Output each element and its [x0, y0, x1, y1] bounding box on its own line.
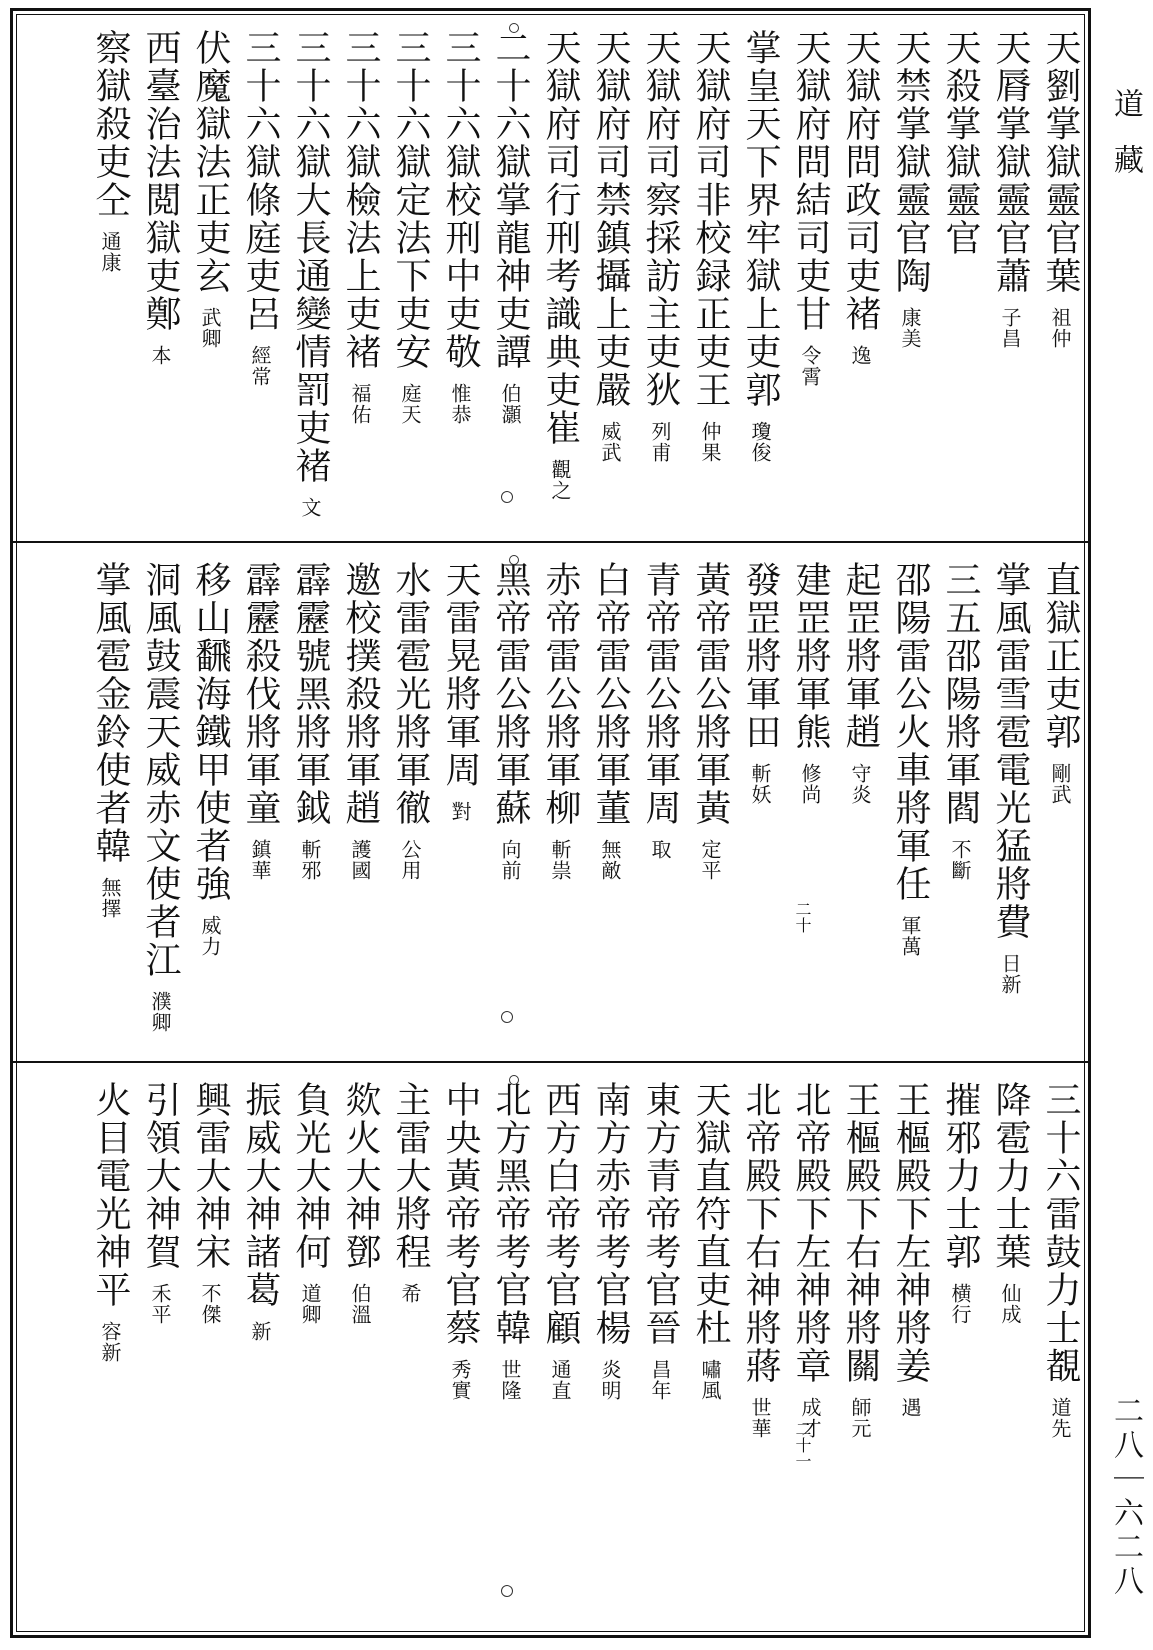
column-annotation: 列甫	[648, 421, 672, 463]
column-annotation: 武卿	[198, 307, 222, 349]
column-annotation: 令霄	[798, 345, 822, 387]
column-main-text: 北帝殿下左神將章	[790, 1081, 831, 1385]
text-column	[178, 29, 231, 531]
column-main-text: 白帝雷公將軍董	[590, 561, 631, 827]
column-annotation: 通康	[98, 231, 122, 273]
text-column	[1028, 1081, 1081, 1625]
binding-hole-mark	[509, 1075, 519, 1085]
folio-number: 二十一	[793, 1421, 812, 1469]
column-main-text: 引領大神賀	[140, 1081, 181, 1271]
text-column	[428, 1081, 481, 1625]
binding-hole-mark	[509, 555, 519, 565]
column-annotation: 惟恭	[448, 383, 472, 425]
column-annotation: 文	[298, 497, 322, 518]
column-main-text: 三十六雷鼓力士覩	[1040, 1081, 1081, 1385]
folio-number: 二十	[793, 901, 812, 933]
column-annotation: 道先	[1048, 1397, 1072, 1439]
column-main-text: 三十六獄大長通變情罰吏褚	[290, 29, 331, 485]
text-column	[578, 1081, 631, 1625]
column-main-text: 三十六獄定法下吏安	[390, 29, 431, 371]
text-column	[928, 1081, 981, 1625]
text-column	[828, 1081, 881, 1625]
column-annotation: 福佑	[348, 383, 372, 425]
column-annotation: 無擇	[98, 877, 122, 919]
column-main-text: 主雷大將程	[390, 1081, 431, 1271]
column-annotation: 不斷	[948, 839, 972, 881]
column-annotation: 濮卿	[148, 991, 172, 1033]
text-column	[178, 561, 231, 1051]
text-column	[828, 29, 881, 531]
text-column	[778, 561, 831, 1051]
column-annotation: 新	[248, 1321, 272, 1342]
column-main-text: 天獄府司非校録正吏王	[690, 29, 731, 409]
column-main-text: 天獄府問政司吏褚	[840, 29, 881, 333]
column-main-text: 掌風雷雪雹電光猛將費	[990, 561, 1031, 941]
column-main-text: 負光大神何	[290, 1081, 331, 1271]
register-middle	[13, 541, 1088, 1061]
column-annotation: 嘯風	[698, 1359, 722, 1401]
column-annotation: 威武	[598, 421, 622, 463]
column-annotation: 成才	[798, 1397, 822, 1439]
column-annotation: 向前	[498, 839, 522, 881]
text-column	[678, 1081, 731, 1625]
column-main-text: 天脣掌獄靈官蕭	[990, 29, 1031, 295]
column-annotation: 對	[448, 801, 472, 822]
text-column	[278, 1081, 331, 1625]
text-column	[228, 561, 281, 1051]
text-column	[278, 561, 331, 1051]
column-annotation: 公用	[398, 839, 422, 881]
text-column	[328, 29, 381, 531]
column-main-text: 三五邵陽將軍閻	[940, 561, 981, 827]
column-main-text: 天劉掌獄靈官葉	[1040, 29, 1081, 295]
column-main-text: 天禁掌獄靈官陶	[890, 29, 931, 295]
text-column	[128, 1081, 181, 1625]
column-annotation: 軍萬	[898, 915, 922, 957]
text-column	[78, 29, 131, 531]
column-annotation: 伯灝	[498, 383, 522, 425]
column-main-text: 建罡將軍熊	[790, 561, 831, 751]
column-main-text: 青帝雷公將軍周	[640, 561, 681, 827]
column-annotation: 剛武	[1048, 763, 1072, 805]
text-column	[878, 561, 931, 1051]
column-main-text: 邀校撲殺將軍趙	[340, 561, 381, 827]
column-annotation: 定平	[698, 839, 722, 881]
text-column	[478, 561, 531, 1051]
column-annotation: 祖仲	[1048, 307, 1072, 349]
text-column	[828, 561, 881, 1051]
column-annotation: 世隆	[498, 1359, 522, 1401]
column-main-text: 中央黃帝考官蔡	[440, 1081, 481, 1347]
text-column	[928, 561, 981, 1051]
column-main-text: 興雷大神宋	[190, 1081, 231, 1271]
column-annotation: 横行	[948, 1283, 972, 1325]
column-annotation: 仙成	[998, 1283, 1022, 1325]
column-main-text: 西方白帝考官顧	[540, 1081, 581, 1347]
column-annotation: 伯溫	[348, 1283, 372, 1325]
text-column	[328, 561, 381, 1051]
text-column	[378, 561, 431, 1051]
column-main-text: 掌風雹金鈴使者韓	[90, 561, 131, 865]
text-column	[678, 29, 731, 531]
column-main-text: 南方赤帝考官楊	[590, 1081, 631, 1347]
text-column	[328, 1081, 381, 1625]
text-columns	[78, 1081, 1081, 1625]
register-top	[13, 11, 1088, 541]
column-annotation: 護國	[348, 839, 372, 881]
text-column	[1028, 29, 1081, 531]
column-main-text: 水雷雹光將軍徹	[390, 561, 431, 827]
column-main-text: 欻火大神鄧	[340, 1081, 381, 1271]
column-main-text: 二十六獄掌龍神吏譚	[490, 29, 531, 371]
column-main-text: 摧邪力士郭	[940, 1081, 981, 1271]
column-main-text: 霹靂號黑將軍鉞	[290, 561, 331, 827]
column-annotation: 通直	[548, 1359, 572, 1401]
column-annotation: 子昌	[998, 307, 1022, 349]
column-main-text: 赤帝雷公將軍柳	[540, 561, 581, 827]
column-annotation: 秀實	[448, 1359, 472, 1401]
column-annotation: 觀之	[548, 459, 572, 501]
text-column	[528, 561, 581, 1051]
column-annotation: 瓊俊	[748, 421, 772, 463]
column-annotation: 昌年	[648, 1359, 672, 1401]
text-column	[528, 1081, 581, 1625]
column-main-text: 起罡將軍趙	[840, 561, 881, 751]
column-main-text: 天獄府司行刑考識典吏崔	[540, 29, 581, 447]
column-main-text: 三十六獄檢法上吏褚	[340, 29, 381, 371]
column-annotation: 守炎	[848, 763, 872, 805]
text-column	[978, 29, 1031, 531]
text-column	[378, 29, 431, 531]
text-column	[128, 29, 181, 531]
column-annotation: 威力	[198, 915, 222, 957]
text-column	[878, 29, 931, 531]
column-main-text: 天獄直符直吏杜	[690, 1081, 731, 1347]
column-main-text: 降雹力士葉	[990, 1081, 1031, 1271]
column-main-text: 洞風鼓震天威赤文使者江	[140, 561, 181, 979]
page-frame	[10, 8, 1091, 1638]
column-main-text: 王樞殿下右神將關	[840, 1081, 881, 1385]
text-column	[78, 561, 131, 1051]
column-main-text: 三十六獄條庭吏呂	[240, 29, 281, 333]
column-annotation: 希	[398, 1283, 422, 1304]
column-annotation: 無敵	[598, 839, 622, 881]
column-main-text: 霹靂殺伐將軍童	[240, 561, 281, 827]
column-main-text: 掌皇天下界牢獄上吏郭	[740, 29, 781, 409]
column-main-text: 察獄殺吏仝	[90, 29, 131, 219]
column-main-text: 天雷晃將軍周	[440, 561, 481, 789]
binding-hole-mark	[501, 1011, 513, 1023]
text-column	[928, 29, 981, 531]
text-column	[428, 29, 481, 531]
text-column	[578, 561, 631, 1051]
column-annotation: 康美	[898, 307, 922, 349]
column-main-text: 邵陽雷公火車將軍任	[890, 561, 931, 903]
text-column	[728, 29, 781, 531]
text-column	[478, 1081, 531, 1625]
column-main-text: 火目電光神平	[90, 1081, 131, 1309]
register-bottom	[13, 1061, 1088, 1635]
text-column	[228, 29, 281, 531]
column-annotation: 師元	[848, 1397, 872, 1439]
text-column	[228, 1081, 281, 1625]
text-column	[78, 1081, 131, 1625]
column-annotation: 禾平	[148, 1283, 172, 1325]
column-annotation: 容新	[98, 1321, 122, 1363]
column-annotation: 逸	[848, 345, 872, 366]
text-column	[778, 29, 831, 531]
column-main-text: 振威大神諸葛	[240, 1081, 281, 1309]
column-main-text: 天獄府司禁鎮攝上吏嚴	[590, 29, 631, 409]
text-column	[278, 29, 331, 531]
column-main-text: 移山飜海鐵甲使者強	[190, 561, 231, 903]
text-column	[578, 29, 631, 531]
column-main-text: 王樞殿下左神將姜	[890, 1081, 931, 1385]
column-annotation: 取	[648, 839, 672, 860]
column-main-text: 西臺治法閲獄吏鄭	[140, 29, 181, 333]
text-column	[128, 561, 181, 1051]
column-annotation: 庭天	[398, 383, 422, 425]
text-column	[1028, 561, 1081, 1051]
column-main-text: 三十六獄校刑中吏敬	[440, 29, 481, 371]
text-columns	[78, 561, 1081, 1051]
text-column	[478, 29, 531, 531]
column-main-text: 天獄府問結司吏甘	[790, 29, 831, 333]
column-main-text: 黑帝雷公將軍蘇	[490, 561, 531, 827]
column-annotation: 炎明	[598, 1359, 622, 1401]
column-main-text: 天獄府司察採訪主吏狄	[640, 29, 681, 409]
text-column	[528, 29, 581, 531]
text-column	[628, 1081, 681, 1625]
column-annotation: 遇	[898, 1397, 922, 1418]
column-main-text: 黃帝雷公將軍黃	[690, 561, 731, 827]
column-main-text: 直獄正吏郭	[1040, 561, 1081, 751]
binding-hole-mark	[509, 23, 519, 33]
column-annotation: 仲果	[698, 421, 722, 463]
column-main-text: 北方黑帝考官韓	[490, 1081, 531, 1347]
text-column	[878, 1081, 931, 1625]
column-annotation: 道卿	[298, 1283, 322, 1325]
column-annotation: 不傑	[198, 1283, 222, 1325]
column-annotation: 經常	[248, 345, 272, 387]
text-column	[978, 561, 1031, 1051]
text-columns	[78, 29, 1081, 531]
text-column	[428, 561, 481, 1051]
text-column	[378, 1081, 431, 1625]
text-column	[678, 561, 731, 1051]
column-annotation: 日新	[998, 953, 1022, 995]
text-column	[628, 561, 681, 1051]
text-column	[628, 29, 681, 531]
column-annotation: 鎮華	[248, 839, 272, 881]
sutra-title: 道藏	[1108, 88, 1143, 200]
column-main-text: 伏魔獄法正吏玄	[190, 29, 231, 295]
column-annotation: 斬祟	[548, 839, 572, 881]
column-main-text: 天殺掌獄靈官	[940, 29, 981, 257]
text-column	[728, 1081, 781, 1625]
text-column	[778, 1081, 831, 1625]
column-main-text: 北帝殿下右神將蔣	[740, 1081, 781, 1385]
column-annotation: 本	[148, 345, 172, 366]
column-annotation: 斬邪	[298, 839, 322, 881]
text-column	[978, 1081, 1031, 1625]
binding-hole-mark	[501, 1585, 513, 1597]
text-column	[728, 561, 781, 1051]
text-column	[178, 1081, 231, 1625]
column-annotation: 世華	[748, 1397, 772, 1439]
column-main-text: 發罡將軍田	[740, 561, 781, 751]
page-number: 二八｜六二八	[1108, 1395, 1143, 1599]
column-main-text: 東方青帝考官晉	[640, 1081, 681, 1347]
column-annotation: 修尚	[798, 763, 822, 805]
column-annotation: 斬妖	[748, 763, 772, 805]
binding-hole-mark	[501, 491, 513, 503]
